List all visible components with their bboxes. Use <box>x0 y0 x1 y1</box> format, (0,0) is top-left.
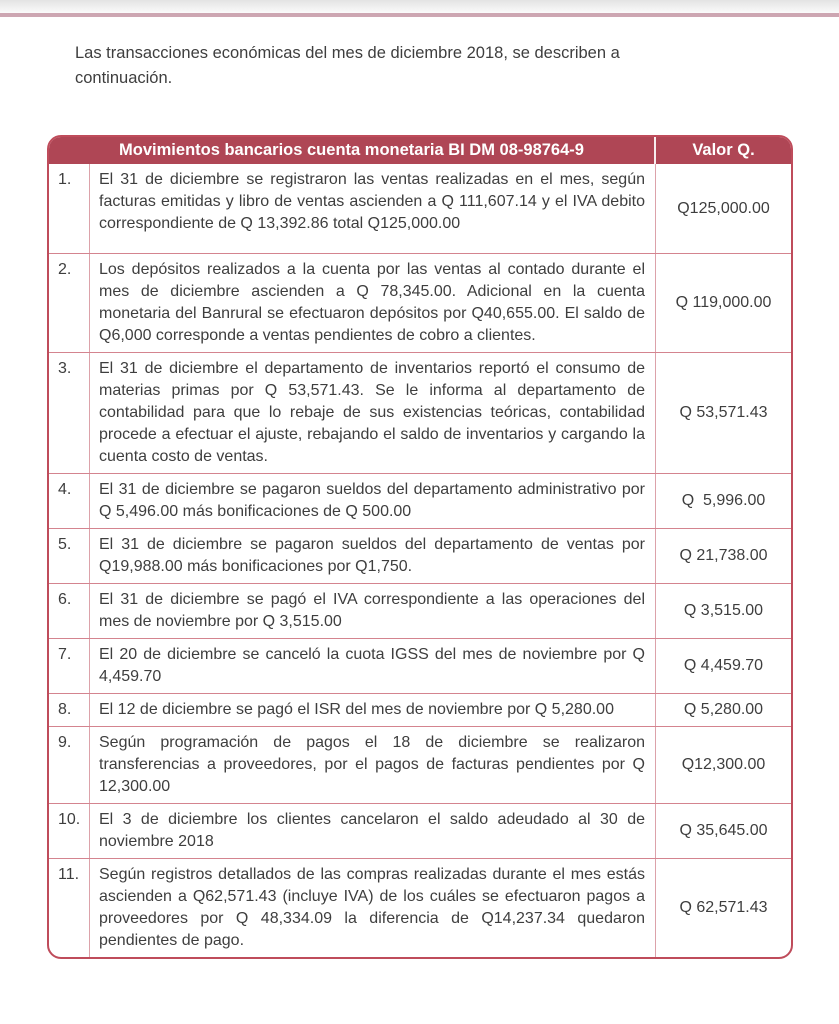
row-number: 4. <box>49 474 90 528</box>
page-top-gradient <box>0 0 839 13</box>
value-column-header: Valor Q. <box>692 141 755 159</box>
row-number: 10. <box>49 804 90 858</box>
row-description: El 12 de diciembre se pagó el ISR del mes de noviembre por Q 5,280.00 <box>90 694 656 726</box>
intro-paragraph: Las transacciones económicas del mes de diciembre 2018, se describen a continuación. <box>75 44 620 87</box>
row-value: Q125,000.00 <box>677 199 770 217</box>
table-row <box>49 164 791 253</box>
row-description: El 31 de diciembre se pagaron sueldos del departamento administrativo por Q 5,496.00 más bonificaciones de Q 500.00 <box>90 474 656 528</box>
table-body <box>49 164 791 957</box>
row-description: Según programación de pagos el 18 de diciembre se realizaron transferencias a proveedores, por el pagos de facturas pendientes por Q 12,300.00 <box>90 727 656 803</box>
row-value: Q 21,738.00 <box>679 547 768 564</box>
row-description: Los depósitos realizados a la cuenta por las ventas al contado durante el mes de diciembre ascienden a Q 78,345.00. Adicional en la cuenta monetaria del Banrural se efectuaron depósitos por Q40,655.00. El saldo de Q6,000 corresponde a ventas pendientes de cobro a clientes. <box>90 254 656 352</box>
table-row <box>49 352 791 473</box>
row-number: 2. <box>49 254 90 352</box>
row-number: 7. <box>49 639 90 693</box>
row-description: El 20 de diciembre se canceló la cuota IGSS del mes de noviembre por Q 4,459.70 <box>90 639 656 693</box>
row-number: 6. <box>49 584 90 638</box>
row-value: Q12,300.00 <box>681 756 766 773</box>
table-header-row <box>49 137 791 164</box>
row-value: Q 119,000.00 <box>675 294 772 311</box>
table-row <box>49 726 791 803</box>
row-description: El 31 de diciembre se registraron las ventas realizadas en el mes, según facturas emitidas y libro de ventas ascienden a Q 111,607.14 y el IVA debito correspondiente de Q 13,392.86 total Q125,000.00 <box>90 164 656 253</box>
row-value: Q 35,645.00 <box>679 822 768 839</box>
row-number: 3. <box>49 353 90 473</box>
row-value: Q 3,515.00 <box>683 602 764 619</box>
row-number: 11. <box>49 859 90 957</box>
row-value: Q 5,280.00 <box>683 701 764 718</box>
bank-movements-table <box>47 135 793 959</box>
row-value: Q 4,459.70 <box>683 657 764 674</box>
table-title: Movimientos bancarios cuenta monetaria BI DM 08-98764-9 <box>49 137 656 164</box>
row-number: 1. <box>49 164 90 253</box>
table-row <box>49 803 791 858</box>
row-description: El 31 de diciembre el departamento de inventarios reportó el consumo de materias primas por Q 53,571.43. Se le informa al departamento de contabilidad para que lo rebaje de sus existencias teóricas, contabilidad procede a efectuar el ajuste, rebajando el saldo de inventarios y cargando la cuenta costo de ventas. <box>90 353 656 473</box>
table-row <box>49 583 791 638</box>
table-row <box>49 473 791 528</box>
table-row <box>49 693 791 726</box>
row-number: 5. <box>49 529 90 583</box>
row-value: Q 62,571.43 <box>679 899 768 916</box>
table-row <box>49 253 791 352</box>
table-row <box>49 858 791 957</box>
row-description: El 31 de diciembre se pagaron sueldos del departamento de ventas por Q19,988.00 más bonificaciones por Q1,750. <box>90 529 656 583</box>
row-number: 8. <box>49 694 90 726</box>
row-value: Q 53,571.43 <box>679 404 768 421</box>
table-row <box>49 638 791 693</box>
header-rule <box>0 13 839 17</box>
table-row <box>49 528 791 583</box>
row-number: 9. <box>49 727 90 803</box>
row-description: El 3 de diciembre los clientes cancelaron el saldo adeudado al 30 de noviembre 2018 <box>90 804 656 858</box>
row-description: El 31 de diciembre se pagó el IVA correspondiente a las operaciones del mes de noviembre por Q 3,515.00 <box>90 584 656 638</box>
row-description: Según registros detallados de las compras realizadas durante el mes estás ascienden a Q62,571.43 (incluye IVA) de los cuáles se efectuaron pagos a proveedores por Q 48,334.09 la diferencia de Q14,237.34 quedaron pendientes de pago. <box>90 859 656 957</box>
row-value: Q 5,996.00 <box>681 492 766 509</box>
